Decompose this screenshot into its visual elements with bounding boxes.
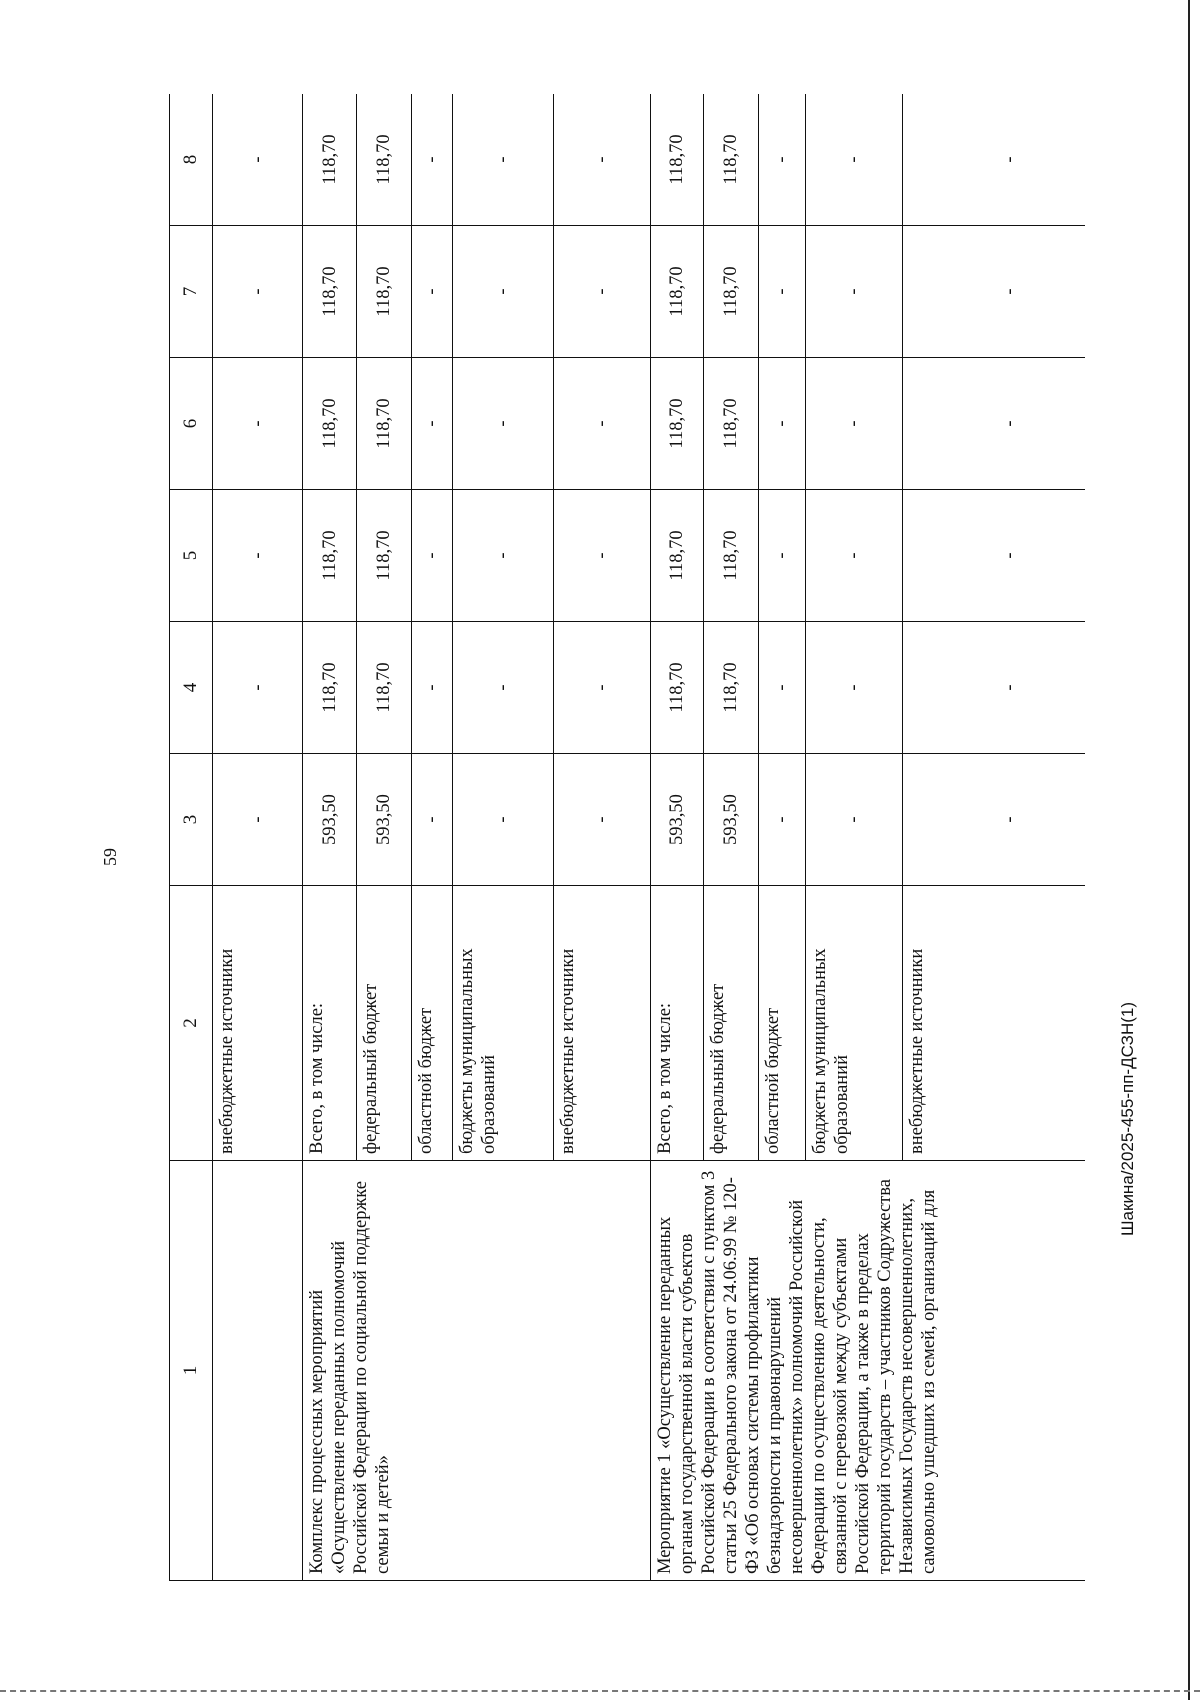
value-cell: 118,70	[303, 490, 357, 622]
value-cell: 118,70	[357, 94, 412, 226]
value-cell: -	[412, 358, 453, 490]
column-header: 7	[170, 226, 213, 358]
column-header: 6	[170, 358, 213, 490]
funding-source: бюджеты муниципальных образований	[453, 886, 554, 1161]
funding-source: внебюджетные источники	[903, 886, 1086, 1161]
empty-cell	[213, 1161, 303, 1581]
funding-source: бюджеты муниципальных образований	[806, 886, 903, 1161]
value-cell: -	[806, 622, 903, 754]
value-cell: 118,70	[704, 622, 759, 754]
value-cell: 118,70	[704, 94, 759, 226]
funding-source: внебюджетные источники	[213, 886, 303, 1161]
funding-source: внебюджетные источники	[554, 886, 651, 1161]
table-header-row	[170, 94, 213, 1581]
page-edge-line	[1188, 0, 1190, 1700]
budget-table	[169, 94, 1085, 1581]
value-cell: 118,70	[303, 226, 357, 358]
value-cell: 118,70	[357, 490, 412, 622]
value-cell: 118,70	[357, 622, 412, 754]
value-cell: -	[806, 226, 903, 358]
column-header: 8	[170, 94, 213, 226]
funding-source: областной бюджет	[412, 886, 453, 1161]
value-cell: -	[759, 622, 806, 754]
value-cell: 593,50	[357, 754, 412, 886]
table-row	[651, 94, 704, 1581]
value-cell: -	[806, 754, 903, 886]
column-header: 3	[170, 754, 213, 886]
value-cell: 118,70	[704, 226, 759, 358]
value-cell: -	[213, 754, 303, 886]
funding-source: Всего, в том числе:	[303, 886, 357, 1161]
value-cell: 118,70	[651, 358, 704, 490]
value-cell: -	[903, 622, 1086, 754]
value-cell: -	[453, 94, 554, 226]
value-cell: -	[759, 754, 806, 886]
funding-source: федеральный бюджет	[357, 886, 412, 1161]
value-cell: -	[412, 490, 453, 622]
value-cell: -	[412, 622, 453, 754]
value-cell: -	[412, 754, 453, 886]
value-cell: -	[412, 94, 453, 226]
activity-title: Мероприятие 1 «Осуществление переданных органам государственной власти субъектов Российской Федерации в соответствии с пунктом 3 статьи 25 Федерального закона от 24.06.99 № 120-ФЗ «Об основах системы профилактики безнадзорности и правонарушений несовершеннолетних» полномочий Российской Федерации по осуществлению деятельности, связанной с перевозкой между субъектами Российской Федерации, а также в пределах территорий государств – участников Содружества Независимых Государств несовершеннолетних, самовольно ушедших из семей, организаций для	[651, 1161, 1086, 1581]
value-cell: -	[759, 490, 806, 622]
value-cell: -	[903, 754, 1086, 886]
page-number: 59	[100, 848, 120, 866]
budget-table-frame	[169, 94, 1085, 1581]
value-cell: -	[759, 94, 806, 226]
value-cell: -	[554, 358, 651, 490]
value-cell: -	[554, 226, 651, 358]
value-cell: 118,70	[303, 622, 357, 754]
scan-bottom-edge	[0, 1690, 1200, 1692]
value-cell: -	[903, 490, 1086, 622]
value-cell: -	[554, 490, 651, 622]
value-cell: -	[554, 754, 651, 886]
value-cell: 118,70	[303, 94, 357, 226]
value-cell: 593,50	[303, 754, 357, 886]
value-cell: -	[806, 94, 903, 226]
value-cell: -	[806, 490, 903, 622]
value-cell: -	[903, 94, 1086, 226]
value-cell: 593,50	[704, 754, 759, 886]
value-cell: -	[453, 226, 554, 358]
value-cell: -	[453, 358, 554, 490]
program-complex-title: Комплекс процессных мероприятий «Осуществление переданных полномочий Российской Федерации по социальной поддержке семьи и детей»	[303, 1161, 651, 1581]
value-cell: 118,70	[651, 622, 704, 754]
value-cell: 118,70	[303, 358, 357, 490]
value-cell: 118,70	[704, 358, 759, 490]
value-cell: -	[903, 358, 1086, 490]
value-cell: -	[412, 226, 453, 358]
value-cell: 118,70	[357, 358, 412, 490]
value-cell: -	[453, 490, 554, 622]
value-cell: 118,70	[651, 226, 704, 358]
value-cell: -	[213, 358, 303, 490]
value-cell: -	[213, 490, 303, 622]
value-cell: 593,50	[651, 754, 704, 886]
value-cell: -	[759, 358, 806, 490]
value-cell: -	[453, 622, 554, 754]
value-cell: -	[759, 226, 806, 358]
column-header: 2	[170, 886, 213, 1161]
funding-source: областной бюджет	[759, 886, 806, 1161]
value-cell: -	[903, 226, 1086, 358]
funding-source: Всего, в том числе:	[651, 886, 704, 1161]
value-cell: -	[213, 94, 303, 226]
value-cell: -	[453, 754, 554, 886]
funding-source: федеральный бюджет	[704, 886, 759, 1161]
value-cell: -	[213, 622, 303, 754]
value-cell: 118,70	[357, 226, 412, 358]
column-header: 4	[170, 622, 213, 754]
value-cell: -	[806, 358, 903, 490]
value-cell: -	[554, 622, 651, 754]
value-cell: 118,70	[651, 490, 704, 622]
value-cell: 118,70	[651, 94, 704, 226]
value-cell: 118,70	[704, 490, 759, 622]
value-cell: -	[554, 94, 651, 226]
value-cell: -	[213, 226, 303, 358]
column-header: 5	[170, 490, 213, 622]
table-row	[213, 94, 303, 1581]
document-id: Шакина/2025-455-пп-ДСЗН(1)	[1118, 1001, 1137, 1237]
column-header: 1	[170, 1161, 213, 1581]
table-row	[303, 94, 357, 1581]
